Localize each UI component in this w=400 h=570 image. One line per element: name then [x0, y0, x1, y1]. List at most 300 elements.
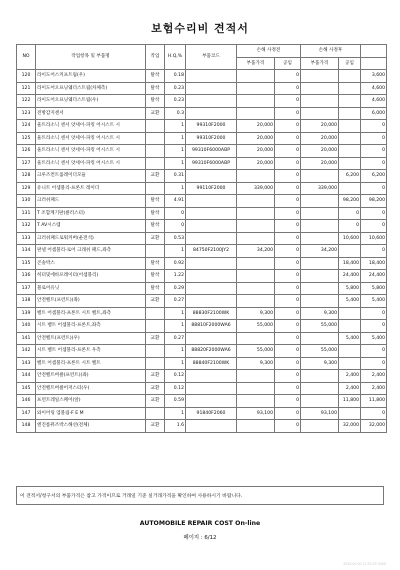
- cell-code: 88820F2000WA6: [186, 345, 237, 358]
- cell-spacer: 11,800: [361, 395, 387, 408]
- cell-after-labor: [339, 345, 361, 358]
- cell-hq: 0: [165, 207, 186, 220]
- cell-work: 탈착: [146, 207, 165, 220]
- cell-hq: 1: [165, 120, 186, 133]
- cell-code: [186, 382, 237, 395]
- cell-before-part: 20,000: [237, 157, 275, 170]
- cell-before-part: [237, 420, 275, 433]
- cell-after-part: 20,000: [301, 157, 339, 170]
- cell-before-labor: 0: [275, 307, 301, 320]
- cell-item: 안전벨트버클(프런트)(좌): [36, 370, 146, 383]
- cell-before-labor: 0: [275, 145, 301, 158]
- cell-code: 88830F2100WK: [186, 307, 237, 320]
- cell-item: 블로어유닛: [36, 282, 146, 295]
- cell-after-labor: [339, 307, 361, 320]
- cell-no: 124: [17, 120, 36, 133]
- cell-spacer: 4,600: [361, 82, 387, 95]
- cell-hq: 1: [165, 145, 186, 158]
- table-row: [17, 320, 387, 333]
- cell-spacer: 5,800: [361, 282, 387, 295]
- cell-no: 144: [17, 370, 36, 383]
- cell-item: 엔진룸퓨즈박스해선(전체): [36, 420, 146, 433]
- cell-no: 135: [17, 257, 36, 270]
- table-row: [17, 282, 387, 295]
- cell-before-part: [237, 170, 275, 183]
- cell-work: [146, 357, 165, 370]
- cell-item: 크러쉬패드로워커버(운전석): [36, 232, 146, 245]
- cell-before-part: 55,000: [237, 320, 275, 333]
- cell-after-labor: 2,400: [339, 370, 361, 383]
- cell-no: 134: [17, 245, 36, 258]
- cell-before-labor: 0: [275, 420, 301, 433]
- print-stamp: 2020.00.00 11:52:55 0000: [343, 562, 386, 566]
- cell-hq: 0.12: [165, 382, 186, 395]
- cell-item: 안전벨트버클어저스터(우): [36, 382, 146, 395]
- cell-code: [186, 207, 237, 220]
- cell-after-part: 55,000: [301, 345, 339, 358]
- cell-after-labor: [339, 82, 361, 95]
- cell-after-labor: [339, 157, 361, 170]
- cell-spacer: 24,400: [361, 270, 387, 283]
- cell-after-labor: [339, 70, 361, 83]
- cell-before-labor: 0: [275, 320, 301, 333]
- table-row: [17, 70, 387, 83]
- cell-spacer: 0: [361, 145, 387, 158]
- cell-item: 크러쉬패드: [36, 195, 146, 208]
- cell-after-part: [301, 82, 339, 95]
- table-row: [17, 407, 387, 420]
- cell-before-labor: 0: [275, 157, 301, 170]
- cell-spacer: 98,200: [361, 195, 387, 208]
- cell-after-labor: 5,800: [339, 282, 361, 295]
- cell-after-part: 20,000: [301, 120, 339, 133]
- cell-after-part: [301, 282, 339, 295]
- cell-before-part: [237, 70, 275, 83]
- cell-spacer: 0: [361, 207, 387, 220]
- cell-code: 99310F6000ABP: [186, 145, 237, 158]
- cell-hq: 1: [165, 157, 186, 170]
- table-row: [17, 195, 387, 208]
- cell-item: T AV시스템: [36, 220, 146, 233]
- cell-work: 교환: [146, 170, 165, 183]
- cell-after-part: [301, 420, 339, 433]
- cell-work: [146, 407, 165, 420]
- cell-no: 146: [17, 395, 36, 408]
- cell-before-part: 20,000: [237, 145, 275, 158]
- cell-no: 139: [17, 307, 36, 320]
- cell-before-part: [237, 282, 275, 295]
- cell-no: 128: [17, 170, 36, 183]
- cell-after-part: [301, 207, 339, 220]
- cell-before-part: 9,300: [237, 307, 275, 320]
- cell-before-part: [237, 295, 275, 308]
- cell-item: 라이도어스커프트림(우): [36, 70, 146, 83]
- cell-before-part: 55,000: [237, 345, 275, 358]
- cell-hq: 0: [165, 220, 186, 233]
- cell-after-labor: [339, 407, 361, 420]
- cell-no: 121: [17, 82, 36, 95]
- cell-after-labor: [339, 107, 361, 120]
- cell-item: 콘솔박스: [36, 257, 146, 270]
- cell-after-labor: 98,200: [339, 195, 361, 208]
- cell-item: 라이도어오프닝웨더스트립(우): [36, 95, 146, 108]
- cell-after-labor: [339, 182, 361, 195]
- cell-before-part: 20,000: [237, 132, 275, 145]
- table-row: [17, 382, 387, 395]
- cell-after-part: [301, 257, 339, 270]
- cell-item: 프런트레일스페어(앞): [36, 395, 146, 408]
- table-row: [17, 345, 387, 358]
- cell-after-labor: [339, 145, 361, 158]
- table-row: [17, 257, 387, 270]
- cell-after-part: [301, 370, 339, 383]
- cell-code: [186, 295, 237, 308]
- cell-item: 크루즈컨트롤레이더모듈: [36, 170, 146, 183]
- cell-spacer: 0: [361, 245, 387, 258]
- cell-no: 136: [17, 270, 36, 283]
- cell-no: 123: [17, 107, 36, 120]
- cell-hq: 0.27: [165, 295, 186, 308]
- header-after: 손해 사정후: [301, 45, 361, 58]
- table-row: [17, 370, 387, 383]
- cell-work: [146, 132, 165, 145]
- cell-spacer: 18,400: [361, 257, 387, 270]
- cell-before-labor: 0: [275, 120, 301, 133]
- header-before: 손해 사정전: [237, 45, 301, 58]
- table-row: [17, 157, 387, 170]
- cell-spacer: 0: [361, 345, 387, 358]
- cell-work: [146, 120, 165, 133]
- cell-before-part: 93,100: [237, 407, 275, 420]
- cell-work: 교환: [146, 107, 165, 120]
- cell-no: 142: [17, 345, 36, 358]
- cell-before-labor: 0: [275, 195, 301, 208]
- header-part-price-after: 부품가격: [301, 57, 339, 70]
- cell-no: 132: [17, 220, 36, 233]
- cell-after-part: [301, 170, 339, 183]
- cell-after-labor: [339, 95, 361, 108]
- table-row: [17, 245, 387, 258]
- cell-before-labor: 0: [275, 220, 301, 233]
- cell-no: 122: [17, 95, 36, 108]
- cell-work: 교환: [146, 395, 165, 408]
- cell-after-part: 9,300: [301, 307, 339, 320]
- cell-hq: 0.3: [165, 107, 186, 120]
- cell-no: 148: [17, 420, 36, 433]
- cell-before-labor: 0: [275, 107, 301, 120]
- cell-after-labor: 5,400: [339, 295, 361, 308]
- cell-code: 99310F2000: [186, 132, 237, 145]
- table-row: [17, 220, 387, 233]
- cell-code: 99110F2000: [186, 182, 237, 195]
- cell-no: 130: [17, 195, 36, 208]
- cell-after-labor: 24,400: [339, 270, 361, 283]
- cell-item: 라이도어오프닝웨더스트립(차체측): [36, 82, 146, 95]
- table-row: [17, 207, 387, 220]
- header-code: 부품코드: [186, 45, 237, 70]
- table-row: [17, 332, 387, 345]
- cell-before-labor: 0: [275, 245, 301, 258]
- cell-hq: 0.27: [165, 332, 186, 345]
- cell-item: 울트라소닉 센서 앗세이-파킹 어시스트 시: [36, 120, 146, 133]
- cell-no: 143: [17, 357, 36, 370]
- cell-before-labor: 0: [275, 70, 301, 83]
- cell-after-labor: 10,600: [339, 232, 361, 245]
- cell-item: 전방감지센서: [36, 107, 146, 120]
- cell-before-part: 339,000: [237, 182, 275, 195]
- table-row: [17, 270, 387, 283]
- header-part-price-before: 부품가격: [237, 57, 275, 70]
- cell-before-part: [237, 195, 275, 208]
- table-row: [17, 82, 387, 95]
- cell-code: [186, 270, 237, 283]
- cell-work: 탈착: [146, 95, 165, 108]
- cell-before-part: [237, 107, 275, 120]
- cell-hq: 0.29: [165, 282, 186, 295]
- cell-after-part: [301, 232, 339, 245]
- header-spacer-2: [361, 57, 387, 70]
- cell-hq: 0.18: [165, 70, 186, 83]
- cell-after-part: [301, 295, 339, 308]
- cell-code: 88810F2000WA6: [186, 320, 237, 333]
- cell-after-labor: [339, 320, 361, 333]
- table-row: [17, 120, 387, 133]
- cell-before-part: 34,200: [237, 245, 275, 258]
- cell-work: [146, 245, 165, 258]
- table-row: [17, 232, 387, 245]
- cell-item: T 조합계기판(클러스터): [36, 207, 146, 220]
- table-row: [17, 170, 387, 183]
- table-row: [17, 182, 387, 195]
- cell-spacer: 2,400: [361, 370, 387, 383]
- cell-before-part: [237, 257, 275, 270]
- cell-no: 129: [17, 182, 36, 195]
- cell-after-labor: [339, 132, 361, 145]
- cell-before-labor: 0: [275, 295, 301, 308]
- cell-code: 88840F2100WK: [186, 357, 237, 370]
- cell-before-labor: 0: [275, 270, 301, 283]
- cell-no: 145: [17, 382, 36, 395]
- cell-after-labor: 18,400: [339, 257, 361, 270]
- cell-hq: 0.31: [165, 170, 186, 183]
- cell-after-part: 55,000: [301, 320, 339, 333]
- cell-before-part: 20,000: [237, 120, 275, 133]
- cell-before-labor: 0: [275, 357, 301, 370]
- cell-item: 안전벨트(프런트)(우): [36, 332, 146, 345]
- cell-work: 탈착: [146, 282, 165, 295]
- cell-before-labor: 0: [275, 382, 301, 395]
- cell-code: [186, 395, 237, 408]
- cell-after-part: 20,000: [301, 132, 339, 145]
- cell-before-part: [237, 232, 275, 245]
- cell-item: 유니트 어셈블리-프론트 레이더: [36, 182, 146, 195]
- cell-no: 147: [17, 407, 36, 420]
- cell-no: 137: [17, 282, 36, 295]
- cell-item: 판넬 어셈블리-로어 크래쉬 패드,좌측: [36, 245, 146, 258]
- table-row: [17, 145, 387, 158]
- cell-code: [186, 332, 237, 345]
- estimate-table: [16, 44, 387, 433]
- cell-hq: 1.6: [165, 420, 186, 433]
- cell-after-part: [301, 332, 339, 345]
- cell-code: 91840F2060: [186, 407, 237, 420]
- cell-before-labor: 0: [275, 95, 301, 108]
- cell-spacer: 6,200: [361, 170, 387, 183]
- cell-no: 120: [17, 70, 36, 83]
- cell-spacer: 0: [361, 307, 387, 320]
- cell-no: 133: [17, 232, 36, 245]
- cell-work: [146, 157, 165, 170]
- cell-after-labor: [339, 245, 361, 258]
- cell-before-labor: 0: [275, 232, 301, 245]
- cell-no: 127: [17, 157, 36, 170]
- footer-brand: AUTOMOBILE REPAIR COST On-line: [139, 520, 261, 527]
- cell-item: 히터및에바포레이터(어셈블리): [36, 270, 146, 283]
- cell-work: [146, 307, 165, 320]
- cell-hq: 1.22: [165, 270, 186, 283]
- header-labor-before: 공임: [275, 57, 301, 70]
- cell-spacer: 0: [361, 220, 387, 233]
- cell-spacer: 4,600: [361, 95, 387, 108]
- cell-code: [186, 370, 237, 383]
- cell-before-labor: 0: [275, 257, 301, 270]
- cell-code: [186, 70, 237, 83]
- cell-hq: 0.59: [165, 395, 186, 408]
- cell-code: [186, 420, 237, 433]
- cell-after-labor: 32,000: [339, 420, 361, 433]
- cell-work: 교환: [146, 295, 165, 308]
- cell-after-labor: 11,800: [339, 395, 361, 408]
- cell-work: [146, 320, 165, 333]
- cell-work: 탈착: [146, 270, 165, 283]
- cell-code: [186, 82, 237, 95]
- cell-after-part: [301, 95, 339, 108]
- cell-hq: 1: [165, 245, 186, 258]
- cell-work: 탈착: [146, 82, 165, 95]
- cell-after-part: [301, 270, 339, 283]
- cell-after-part: 20,000: [301, 145, 339, 158]
- cell-before-part: [237, 82, 275, 95]
- cell-code: [186, 232, 237, 245]
- table-row: [17, 295, 387, 308]
- cell-before-labor: 0: [275, 82, 301, 95]
- cell-hq: 1: [165, 182, 186, 195]
- cell-after-part: [301, 107, 339, 120]
- cell-code: [186, 95, 237, 108]
- cell-no: 141: [17, 332, 36, 345]
- cell-item: 울트라소닉 센서 앗세이-파킹 어시스트 시: [36, 157, 146, 170]
- cell-spacer: 10,600: [361, 232, 387, 245]
- cell-before-labor: 0: [275, 132, 301, 145]
- page-number: 페이지 : 6/12: [183, 535, 217, 541]
- cell-before-part: [237, 220, 275, 233]
- header-labor-after: 공임: [339, 57, 361, 70]
- cell-after-part: [301, 70, 339, 83]
- cell-hq: 0.12: [165, 370, 186, 383]
- cell-after-part: [301, 382, 339, 395]
- cell-before-part: [237, 95, 275, 108]
- cell-spacer: 6,000: [361, 107, 387, 120]
- cell-before-labor: 0: [275, 370, 301, 383]
- cell-no: 125: [17, 132, 36, 145]
- cell-after-part: 339,000: [301, 182, 339, 195]
- cell-spacer: 0: [361, 407, 387, 420]
- cell-work: 교환: [146, 370, 165, 383]
- cell-before-labor: 0: [275, 207, 301, 220]
- cell-hq: 1: [165, 307, 186, 320]
- cell-before-part: [237, 270, 275, 283]
- cell-before-part: [237, 370, 275, 383]
- cell-spacer: 5,400: [361, 332, 387, 345]
- cell-no: 140: [17, 320, 36, 333]
- cell-after-part: 93,100: [301, 407, 339, 420]
- cell-spacer: 0: [361, 320, 387, 333]
- cell-before-labor: 0: [275, 345, 301, 358]
- cell-before-part: [237, 332, 275, 345]
- table-row: [17, 357, 387, 370]
- table-row: [17, 107, 387, 120]
- cell-code: [186, 170, 237, 183]
- cell-code: [186, 195, 237, 208]
- table-row: [17, 307, 387, 320]
- cell-work: 교환: [146, 382, 165, 395]
- cell-hq: 0.92: [165, 257, 186, 270]
- document-title: 보험수리비 견적서: [151, 22, 249, 35]
- cell-work: [146, 182, 165, 195]
- cell-item: 와이어링 엄블림-F E M: [36, 407, 146, 420]
- cell-before-labor: 0: [275, 395, 301, 408]
- cell-spacer: 0: [361, 157, 387, 170]
- cell-hq: 4.91: [165, 195, 186, 208]
- cell-no: 131: [17, 207, 36, 220]
- cell-work: [146, 345, 165, 358]
- cell-spacer: 2,400: [361, 382, 387, 395]
- cell-item: 안전벨트(프런트)(좌): [36, 295, 146, 308]
- cell-after-part: [301, 395, 339, 408]
- cell-before-labor: 0: [275, 407, 301, 420]
- cell-code: 84750F2100JY2: [186, 245, 237, 258]
- cell-item: 시트 벨트 어셈블리-프론트,좌측: [36, 320, 146, 333]
- table-row: [17, 132, 387, 145]
- cell-after-labor: [339, 120, 361, 133]
- cell-after-labor: 6,200: [339, 170, 361, 183]
- cell-spacer: 0: [361, 132, 387, 145]
- table-row: [17, 420, 387, 433]
- cell-hq: 1: [165, 357, 186, 370]
- cell-after-part: 9,300: [301, 357, 339, 370]
- cell-work: 교환: [146, 232, 165, 245]
- cell-code: [186, 257, 237, 270]
- cell-after-part: [301, 220, 339, 233]
- cell-hq: 0.23: [165, 82, 186, 95]
- table-row: [17, 395, 387, 408]
- cell-code: 99310F2000: [186, 120, 237, 133]
- cell-hq: 0.23: [165, 95, 186, 108]
- cell-item: 울트라소닉 센서 앗세이-파킹 어시스트 시: [36, 132, 146, 145]
- cell-spacer: 5,400: [361, 295, 387, 308]
- cell-code: [186, 220, 237, 233]
- cell-code: [186, 107, 237, 120]
- price-note: 이 견적서/청구서의 부품가격은 참고 가격이므로 거래일 기준 실거래가격을 확인하여 사용하시기 바랍니다.: [16, 486, 384, 505]
- header-hq: H.Q,%: [165, 45, 186, 70]
- cell-work: 탈착: [146, 195, 165, 208]
- cell-hq: 1: [165, 132, 186, 145]
- cell-item: 울트라소닉 센서 앗세이-파킹 어시스트 시: [36, 145, 146, 158]
- cell-work: 교환: [146, 420, 165, 433]
- cell-before-part: [237, 207, 275, 220]
- cell-no: 138: [17, 295, 36, 308]
- cell-before-part: [237, 395, 275, 408]
